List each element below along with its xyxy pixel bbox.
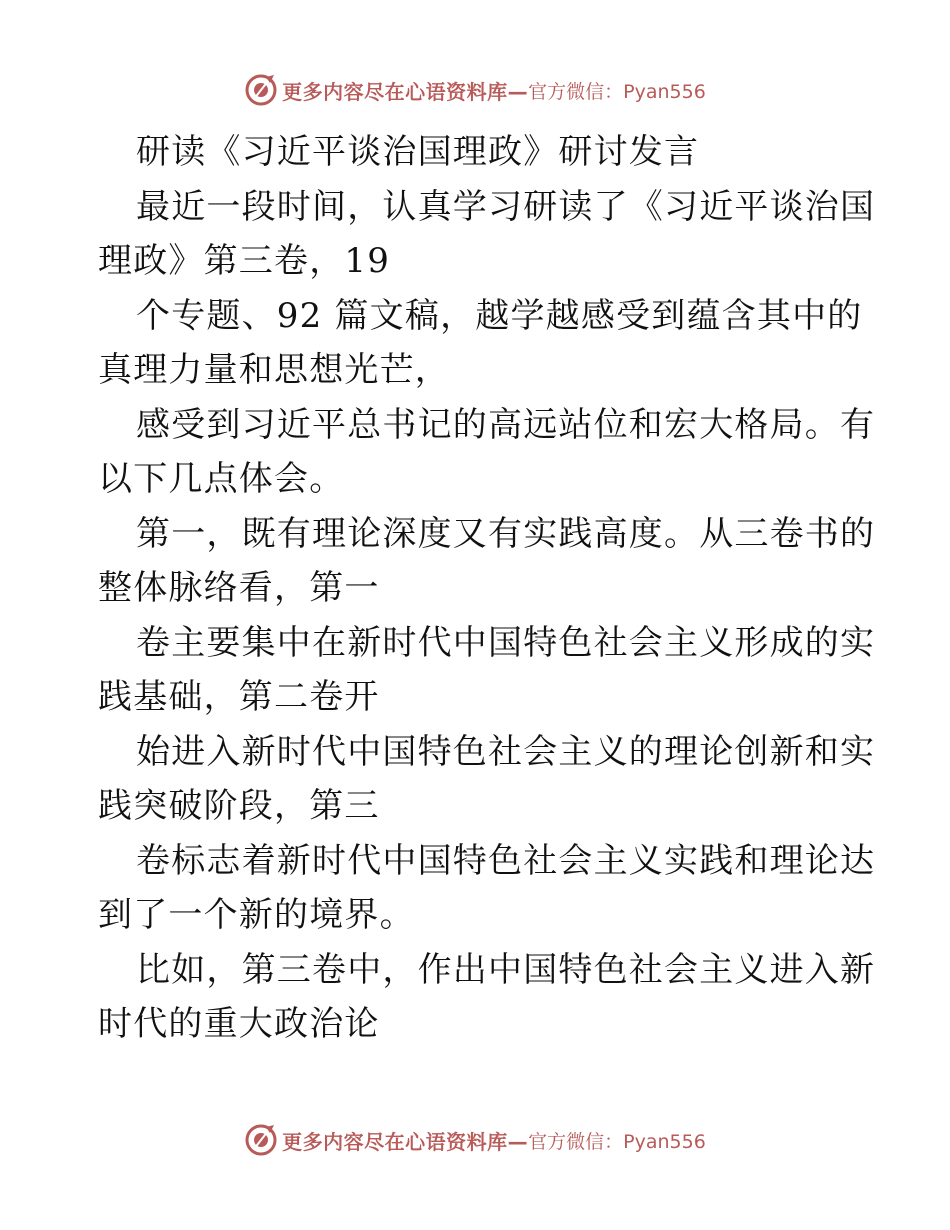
text-line: 最近一段时间，认真学习研读了《习近平谈治国	[136, 186, 876, 227]
text-line: 践基础，第二卷开	[98, 677, 380, 717]
banner-contact: 官方微信：Pyan556	[528, 80, 706, 103]
banner-text: 更多内容尽在心语资料库—	[282, 1129, 529, 1154]
text-line: 第一，既有理论深度又有实践高度。从三卷书的	[136, 513, 876, 554]
text-line: 真理力量和思想光芒，	[98, 350, 450, 390]
text-line: 理政》第三卷，19	[98, 241, 391, 281]
text-line: 到了一个新的境界。	[98, 895, 415, 935]
quill-logo-icon	[244, 73, 278, 107]
text-line: 践突破阶段，第三	[98, 786, 380, 826]
header-banner	[0, 70, 950, 110]
quill-logo-icon	[244, 1123, 278, 1157]
text-line: 时代的重大政治论	[98, 1004, 380, 1044]
footer-banner	[0, 1120, 950, 1160]
text-line: 个专题、92 篇文稿，越学越感受到蕴含其中的	[136, 295, 863, 336]
text-line: 始进入新时代中国特色社会主义的理论创新和实	[136, 731, 876, 772]
document-body	[98, 125, 876, 1052]
text-line: 卷主要集中在新时代中国特色社会主义形成的实	[136, 622, 876, 663]
text-line: 卷标志着新时代中国特色社会主义实践和理论达	[136, 840, 876, 881]
text-line: 感受到习近平总书记的高远站位和宏大格局。有	[136, 404, 876, 445]
banner-text: 更多内容尽在心语资料库—	[282, 79, 529, 104]
text-line: 以下几点体会。	[98, 459, 345, 499]
text-line: 研读《习近平谈治国理政》研讨发言	[136, 132, 700, 172]
text-line: 整体脉络看，第一	[98, 568, 380, 608]
text-line: 比如，第三卷中，作出中国特色社会主义进入新	[136, 949, 876, 990]
banner-contact: 官方微信：Pyan556	[528, 1130, 706, 1153]
